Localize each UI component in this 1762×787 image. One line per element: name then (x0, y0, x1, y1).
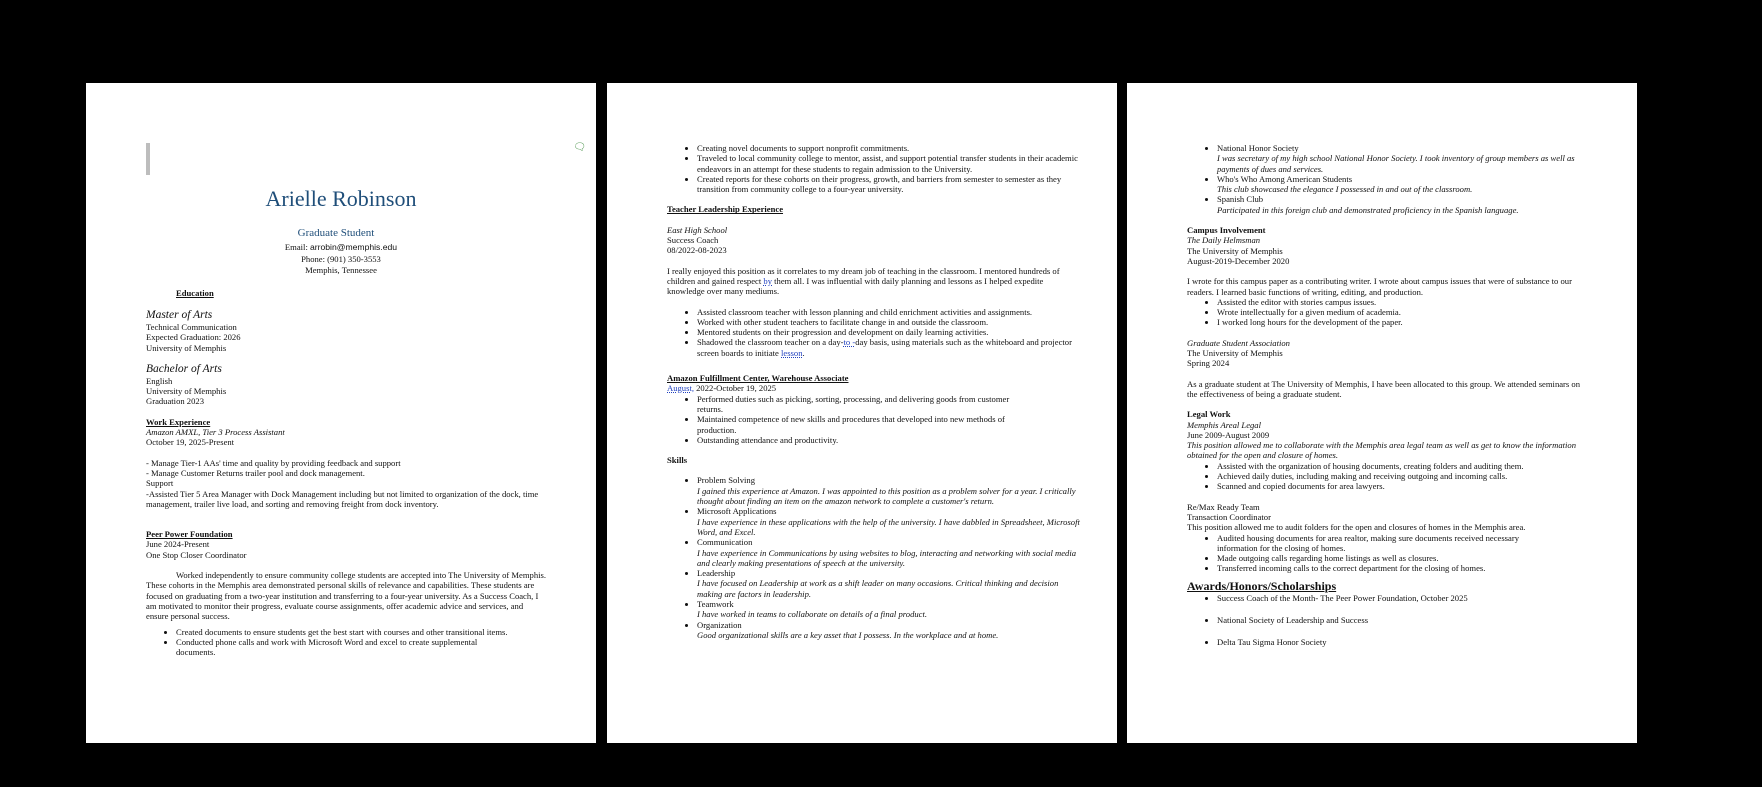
education-heading: Education (176, 288, 214, 298)
skills-list (667, 475, 1082, 640)
awards-heading: Awards/Honors/Scholarships (1187, 578, 1337, 593)
list-item: • Transferred incoming calls to the correct department for the closing of homes. (1217, 563, 1587, 573)
comment-icon[interactable]: 🗨 (573, 142, 586, 153)
list-item: • Made outgoing calls regarding home listings as well as closures. (1217, 553, 1587, 563)
list-item: • Mentored students on their progression and development on daily learning activities. (697, 327, 1082, 337)
campus-org: The Daily Helmsman (1187, 235, 1261, 246)
legal-bullets (1187, 461, 1587, 492)
list-item: • Assisted classroom teacher with lesson planning and child enrichment activities and assignments. (697, 307, 1082, 317)
spelling-flag[interactable]: by (763, 275, 772, 286)
list-item: • Performed duties such as picking, sorting, processing, and delivering goods from customer returns. (697, 394, 1037, 415)
gsa-school: The University of Memphis (1187, 348, 1283, 359)
list-item: • Created reports for these cohorts on their progress, growth, and barriers from semester to semester as they transition from community college to a four-year university. (697, 174, 1082, 195)
list-item: • Maintained competence of new skills and procedures that developed into new methods of production. (697, 414, 1037, 435)
skill-item: • Leadership I have focused on Leadership at work as a shift leader on many occasions. Critical thinking and decision making are factors in leadership. (697, 568, 1082, 599)
degree-2-field: English (146, 375, 173, 386)
teacher-title: Success Coach (667, 235, 719, 246)
list-item: • Assisted with the organization of housing documents, creating folders and auditing them. (1217, 461, 1587, 471)
page-2 (607, 83, 1117, 743)
org-item: • Who's Who Among American Students This club showcased the elegance I possessed in and out of the classroom. (1217, 174, 1587, 195)
teacher-paragraph: I really enjoyed this position as it correlates to my dream job of teaching in the classroom. I mentored hundreds of children and gained respect by them all. I was influential with daily planning and lessons as I helped expedite knowledge over many mediums. (667, 265, 1060, 297)
degree-2-grad: Graduation 2023 (146, 396, 204, 407)
text-cursor-bar (146, 143, 150, 175)
campus-bullets (1187, 297, 1587, 328)
list-item: • Conducted phone calls and work with Microsoft Word and excel to create supplemental documents. (176, 637, 516, 658)
list-item: • Created documents to ensure students get the best start with courses and other transitional items. (176, 627, 546, 637)
list-item: • Traveled to local community college to mentor, assist, and support potential transfer students in their academic endeavors in an attempt for these students to regain admission to the University. (697, 153, 1082, 174)
skills-heading: Skills (667, 455, 688, 466)
location-line: Memphis, Tennessee (305, 265, 377, 275)
list-item: • Assisted the editor with stories campus issues. (1217, 297, 1587, 307)
legal-dates: June 2009-August 2009 (1187, 429, 1270, 440)
page-1 (86, 83, 596, 743)
organizations-list (1187, 143, 1587, 215)
degree-1-field: Technical Communication (146, 322, 237, 332)
job-1-org: Amazon AMXL, Tier 3 Process Assistant (146, 427, 285, 438)
list-item: • Scanned and copied documents for area lawyers. (1217, 481, 1587, 491)
amazon-dates: August, 2022-October 19, 2025 (667, 383, 777, 394)
list-item: • Shadowed the classroom teacher on a day-to -day basis, using materials such as the whiteboard and projector screen boards to initiate lesson. (697, 337, 1082, 358)
list-item: • Wrote intellectually for a given medium of academia. (1217, 307, 1587, 317)
work-heading: Work Experience (146, 416, 211, 427)
skill-item: • Teamwork I have worked in teams to collaborate on details of a final product. (697, 599, 1082, 620)
job-1-dates: October 19, 2025-Present (146, 437, 235, 448)
job-1-line: - Manage Tier-1 AAs' time and quality by providing feedback and support (146, 457, 401, 468)
degree-1-school: University of Memphis (146, 342, 227, 353)
remax-paragraph: This position allowed me to audit folders for the open and closures of homes in the Memphis area. (1187, 522, 1526, 533)
campus-paragraph: I wrote for this campus paper as a contributing writer. I wrote about campus issues that were of substance to our readers. I learned basic functions of writing, editing, and production. (1187, 276, 1572, 297)
skill-item: • Microsoft Applications I have experience in these applications with the help of the university. I have dabbled in Spreadsheet, Microsoft Word, and Excel. (697, 506, 1082, 537)
amazon-heading: Amazon Fulfillment Center, Warehouse Associate (667, 373, 849, 384)
teacher-bullets (667, 307, 1082, 358)
org-item: • Spanish Club Participated in this foreign club and demonstrated proficiency in the Spanish language. (1217, 194, 1587, 215)
job-2-bullets (146, 627, 566, 658)
remax-title: Transaction Coordinator (1187, 511, 1271, 522)
job-2-paragraph: Worked independently to ensure community college students are accepted into The University of Memphis. These cohorts in the Memphis area demonstrated personal skills of relevance and capabilities. These students are focused on graduating from a two-year institution and transferring to a four-year university. As a Success Coach, I am motivated to monitor their progress, evaluate course assignments, offer academic advice and services, and ensure personal success. (146, 570, 547, 622)
gsa-org: Graduate Student Association (1187, 337, 1290, 348)
awards-list (1187, 593, 1587, 648)
phone-line: Phone: (901) 350-3553 (301, 253, 381, 264)
email-label: Email: (284, 242, 308, 252)
resume-name: Arielle Robinson (265, 186, 417, 211)
job-2-dates: June 2024-Present (146, 539, 210, 550)
list-item: • Worked with other student teachers to facilitate change in and outside the classroom. (697, 317, 1082, 327)
email-line (86, 242, 596, 254)
skill-item: • Organization Good organizational skills are a key asset that I possess. In the workplace and at home. (697, 620, 1082, 641)
resume-role: Graduate Student (297, 227, 375, 239)
skill-item: • Communication I have experience in Communications by using websites to blog, interacting and networking with social media and clearly making presentations of speech at the university. (697, 537, 1082, 568)
list-item: • Achieved daily duties, including making and receiving outgoing and incoming calls. (1217, 471, 1587, 481)
list-item: • Outstanding attendance and productivity. (697, 435, 1082, 445)
grammar-flag[interactable]: to - (843, 337, 856, 348)
coordinator-bullets (667, 143, 1082, 194)
org-item: • National Honor Society I was secretary of my high school National Honor Society. I took inventory of group members as well as payments of dues and services. (1217, 143, 1587, 174)
job-2-title: One Stop Closer Coordinator (146, 549, 247, 560)
grammar-flag[interactable]: lesson (781, 347, 803, 358)
teacher-heading: Teacher Leadership Experience (667, 204, 784, 215)
campus-school: The University of Memphis (1187, 245, 1283, 256)
skill-item: • Problem Solving I gained this experience at Amazon. I was appointed to this position as a problem solver for a year. I critically thought about finding an item on the amazon network to complete a customer's return. (697, 475, 1082, 506)
list-item: • Audited housing documents for area realtor, making sure documents received necessary information for the closing of homes. (1217, 533, 1537, 554)
spelling-flag[interactable]: August, (667, 383, 694, 394)
email-value: arrobin@memphis.edu (310, 242, 398, 252)
contact-block (86, 242, 596, 277)
page-2-content (667, 143, 1082, 640)
remax-bullets (1187, 533, 1587, 574)
list-item: • Delta Tau Sigma Honor Society (1217, 637, 1587, 647)
list-item: • Creating novel documents to support nonprofit commitments. (697, 143, 1082, 153)
legal-heading: Legal Work (1187, 409, 1231, 420)
degree-2-school: University of Memphis (146, 386, 227, 397)
legal-org: Memphis Areal Legal (1187, 419, 1261, 430)
amazon-bullets (667, 394, 1082, 445)
degree-1-title: Master of Arts (146, 309, 213, 321)
job-1-line: Support (146, 478, 174, 489)
gsa-paragraph: As a graduate student at The University of Memphis, I have been allocated to this group. We attended seminars on the effectiveness of being a graduate student. (1187, 378, 1581, 399)
campus-heading: Campus Involvement (1187, 225, 1266, 236)
teacher-org: East High School (667, 224, 728, 235)
degree-2-title: Bachelor of Arts (146, 362, 222, 375)
legal-paragraph: This position allowed me to collaborate with the Memphis area legal team as well as get to know the information obtained for the open and closure of homes. (1187, 440, 1577, 461)
campus-dates: August-2019-December 2020 (1187, 255, 1290, 266)
list-item: • National Society of Leadership and Success (1217, 615, 1587, 625)
page-3-content (1187, 143, 1587, 648)
teacher-dates: 08/2022-08-2023 (667, 245, 727, 256)
remax-org: Re/Max Ready Team (1187, 501, 1260, 512)
job-2-org: Peer Power Foundation (146, 529, 233, 540)
degree-1-expected: Expected Graduation: 2026 (146, 332, 241, 343)
list-item: • I worked long hours for the development of the paper. (1217, 317, 1587, 327)
job-1-line: -Assisted Tier 5 Area Manager with Dock Management including but not limited to organization of the dock, time management, trailer live load, and sorting and removing freight from dock inventory. (146, 488, 539, 509)
job-1-line: - Manage Customer Returns trailer pool and dock management. (146, 467, 365, 478)
education-section (146, 309, 566, 657)
gsa-dates: Spring 2024 (1187, 358, 1230, 369)
list-item: • Success Coach of the Month- The Peer Power Foundation, October 2025 (1217, 593, 1587, 603)
page-3 (1127, 83, 1637, 743)
